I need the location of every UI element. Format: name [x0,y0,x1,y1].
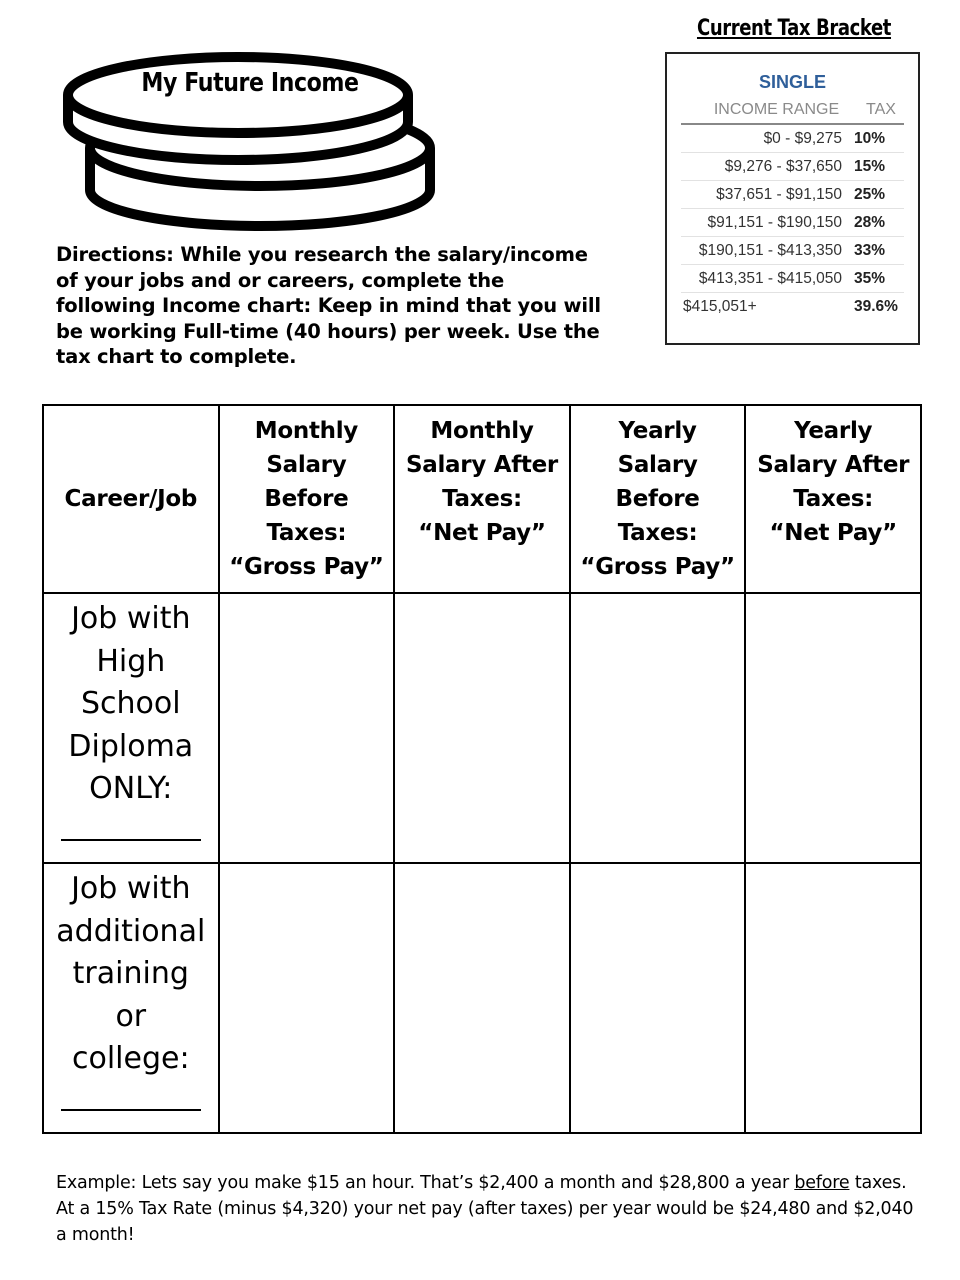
income-range: $37,651 - $91,150 [716,185,842,203]
row-label-line: training [72,956,189,991]
header-line: Monthly [254,418,358,444]
header-line: “Gross Pay” [229,554,384,580]
header-line: Before [264,486,349,512]
header-line: Before [615,486,700,512]
directions-line: following Income chart: Keep in mind that you will [56,294,601,317]
income-range: $415,051+ [683,297,757,315]
income-range: $91,151 - $190,150 [707,213,842,231]
income-chart-table [42,404,922,1134]
header-yearly-net [745,405,921,593]
tax-bracket-heading: Current Tax Bracket [696,16,892,41]
header-row [43,405,921,593]
row-label-college [43,863,219,1133]
tax-bracket-table [665,52,920,345]
header-monthly-gross [219,405,395,593]
income-range: $190,151 - $413,350 [698,241,842,259]
header-line: Career/Job [64,486,198,512]
yearly-net-cell[interactable] [745,863,921,1133]
header-line: Taxes: [793,486,874,512]
job-name-blank[interactable] [61,1081,201,1111]
header-line: “Gross Pay” [580,554,735,580]
directions-line: Directions: While you research the salary/income [56,243,588,266]
row-label-line: High [96,643,166,679]
logo-title: My Future Income [141,68,359,98]
example-line-1 [56,1170,926,1196]
tax-rate: 25% [854,185,886,203]
monthly-net-cell[interactable] [394,863,570,1133]
example-text [56,1170,926,1248]
table-row [43,593,921,863]
tax-header: TAX [866,101,896,118]
income-range-header: INCOME RANGE [713,101,840,118]
header-line: “Net Pay” [418,520,546,546]
monthly-net-cell[interactable] [394,593,570,863]
income-range: $9,276 - $37,650 [724,157,842,175]
monthly-gross-cell[interactable] [219,863,395,1133]
row-label-line: ONLY: [89,771,173,806]
tax-rate: 39.6% [854,297,898,315]
header-line: Yearly [794,418,873,444]
tax-row [681,265,904,293]
tax-row [681,153,904,181]
row-label-line: Job with [71,871,191,906]
header-line: Taxes: [266,520,347,546]
directions-text [56,242,656,370]
example-line-3: a month! [56,1225,135,1245]
example-text-part: Example: Lets say you make $15 an hour. That’s $2,400 a month and $28,800 a year [56,1173,795,1193]
filing-status: SINGLE [758,72,826,92]
header-line: Monthly [430,418,534,444]
header-line: Yearly [618,418,697,444]
directions-line: be working Full-time (40 hours) per week. Use the [56,319,600,343]
job-name-blank[interactable] [61,811,201,841]
row-label-line: or [115,998,147,1034]
directions-line: of your jobs and or careers, complete the [56,268,505,292]
tax-row [681,293,904,320]
example-text-part: taxes. [849,1173,907,1193]
row-label-line: additional [56,913,206,949]
header-career-job [43,405,219,593]
tax-rate: 35% [854,269,886,287]
header-line: Salary After [405,452,558,478]
income-range: $0 - $9,275 [763,129,842,147]
yearly-gross-cell[interactable] [570,863,746,1133]
directions-line: tax chart to complete. [56,345,297,368]
yearly-net-cell[interactable] [745,593,921,863]
tax-rate: 10% [854,129,886,147]
tax-row [681,181,904,209]
header-line: “Net Pay” [769,520,897,546]
header-line: Salary [617,452,698,478]
tax-row [681,209,904,237]
tax-column-headers [681,101,904,125]
monthly-gross-cell[interactable] [219,593,395,863]
header-monthly-net [394,405,570,593]
row-label-high-school [43,593,219,863]
row-label-line: School [80,686,181,721]
tax-rate: 28% [854,213,886,231]
header-line: Taxes: [442,486,522,512]
yearly-gross-cell[interactable] [570,593,746,863]
header-line: Salary [266,452,347,478]
income-range: $413,351 - $415,050 [698,269,842,287]
tax-rate: 15% [854,157,886,175]
example-line-2: At a 15% Tax Rate (minus $4,320) your net pay (after taxes) per year would be $24,480 and $2,040 [56,1199,914,1219]
header-yearly-gross [570,405,746,593]
header-line: Salary After [757,452,910,478]
row-label-line: Diploma [68,728,194,764]
tax-rate: 33% [854,241,886,259]
header-line: Taxes: [617,520,698,546]
example-underlined-word: before [794,1173,850,1193]
tax-row [681,125,904,153]
row-label-line: Job with [71,601,191,636]
tax-row [681,237,904,265]
row-label-line: college: [72,1041,190,1076]
table-row [43,863,921,1133]
